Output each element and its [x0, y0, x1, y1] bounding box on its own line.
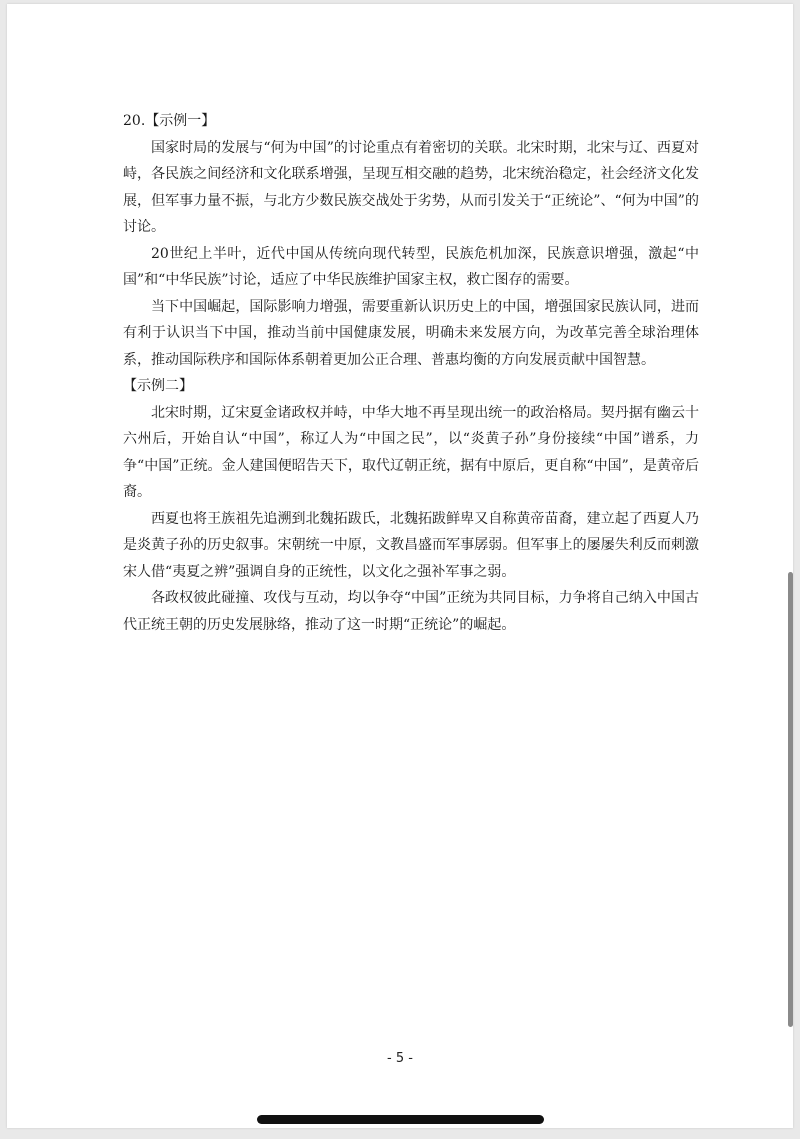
home-indicator-bar[interactable] — [257, 1115, 544, 1124]
paragraph: 当下中国崛起，国际影响力增强，需要重新认识历史上的中国，增强国家民族认同，进而有利于认识当下中国，推动当前中国健康发展，明确未来发展方向，为改革完善全球治理体系，推动国际秩序和国际体系朝着更加公正合理、普惠均衡的方向发展贡献中国智慧。 — [123, 298, 699, 368]
paragraph: 北宋时期，辽宋夏金诸政权并峙，中华大地不再呈现出统一的政治格局。契丹据有幽云十六州后，开始自认“中国”，称辽人为“中国之民”，以“炎黄子孙”身份接续“中国”谱系，力争“中国”正统。金人建国便昭告天下，取代辽朝正统，据有中原后，更自称“中国”，是黄帝后裔。 — [123, 404, 699, 500]
document-page — [7, 4, 793, 1128]
page-number: - 5 - — [387, 1051, 413, 1066]
vertical-scrollbar[interactable] — [788, 572, 793, 1027]
section-heading-example-two: 【示例二】 — [123, 378, 193, 394]
paragraph: 西夏也将王族祖先追溯到北魏拓跋氏，北魏拓跋鲜卑又自称黄帝苗裔，建立起了西夏人乃是炎黄子孙的历史叙事。宋朝统一中原，文教昌盛而军事孱弱。但军事上的屡屡失利反而刺激宋人借“夷夏之辨”强调自身的正统性，以文化之强补军事之弱。 — [123, 510, 699, 580]
paragraph: 各政权彼此碰撞、攻伐与互动，均以争夺“中国”正统为共同目标，力争将自己纳入中国古代正统王朝的历史发展脉络，推动了这一时期“正统论”的崛起。 — [123, 590, 699, 633]
paragraph: 20世纪上半叶，近代中国从传统向现代转型，民族危机加深，民族意识增强，激起“中国”和“中华民族”讨论，适应了中华民族维护国家主权，救亡图存的需要。 — [123, 245, 699, 288]
paragraph: 国家时局的发展与“何为中国”的讨论重点有着密切的关联。北宋时期，北宋与辽、西夏对峙，各民族之间经济和文化联系增强，呈现互相交融的趋势，北宋统治稳定，社会经济文化发展，但军事力量不振，与北方少数民族交战处于劣势，从而引发关于“正统论”、“何为中国”的讨论。 — [123, 139, 699, 235]
document-content — [123, 108, 699, 638]
section-heading-example-one: 20.【示例一】 — [123, 113, 216, 129]
